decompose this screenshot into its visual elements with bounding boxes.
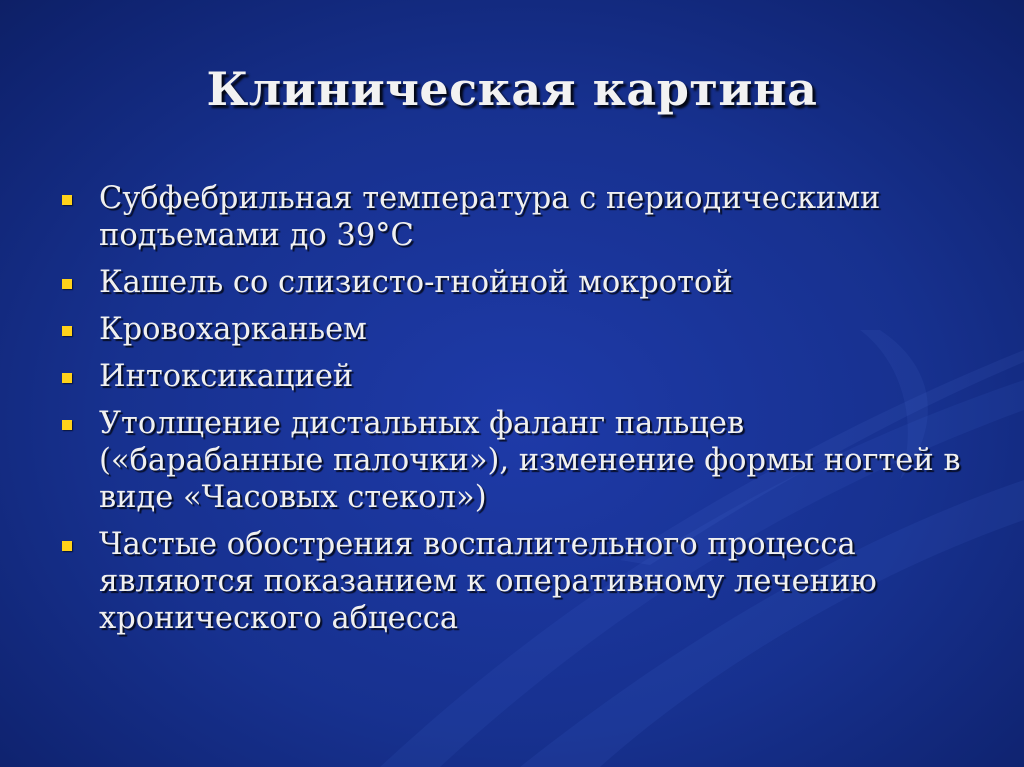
- bullet-item: [62, 526, 962, 637]
- bullet-text: Субфебрильная температура с периодическими подъемами до 39°С: [99, 181, 881, 253]
- bullet-text: Кровохарканьем: [99, 312, 367, 347]
- bullet-item: [62, 358, 962, 395]
- bullet-item: [62, 311, 962, 348]
- square-bullet-icon: [62, 373, 72, 383]
- square-bullet-icon: [62, 195, 72, 205]
- bullet-text: Утолщение дистальных фаланг пальцев («барабанные палочки»), изменение формы ногтей в виде «Часовых стекол»): [99, 406, 961, 515]
- bullet-list: [62, 180, 962, 647]
- bullet-item: [62, 264, 962, 301]
- bullet-item: [62, 405, 962, 516]
- square-bullet-icon: [62, 541, 72, 551]
- slide-title: Клиническая картина: [206, 62, 818, 116]
- bullet-item: [62, 180, 962, 254]
- square-bullet-icon: [62, 420, 72, 430]
- bullet-text: Интоксикацией: [99, 359, 354, 394]
- square-bullet-icon: [62, 326, 72, 336]
- bullet-text: Кашель со слизисто-гнойной мокротой: [99, 265, 733, 300]
- square-bullet-icon: [62, 279, 72, 289]
- bullet-text: Частые обострения воспалительного процесса являются показанием к оперативному лечению хронического абцесса: [99, 527, 877, 636]
